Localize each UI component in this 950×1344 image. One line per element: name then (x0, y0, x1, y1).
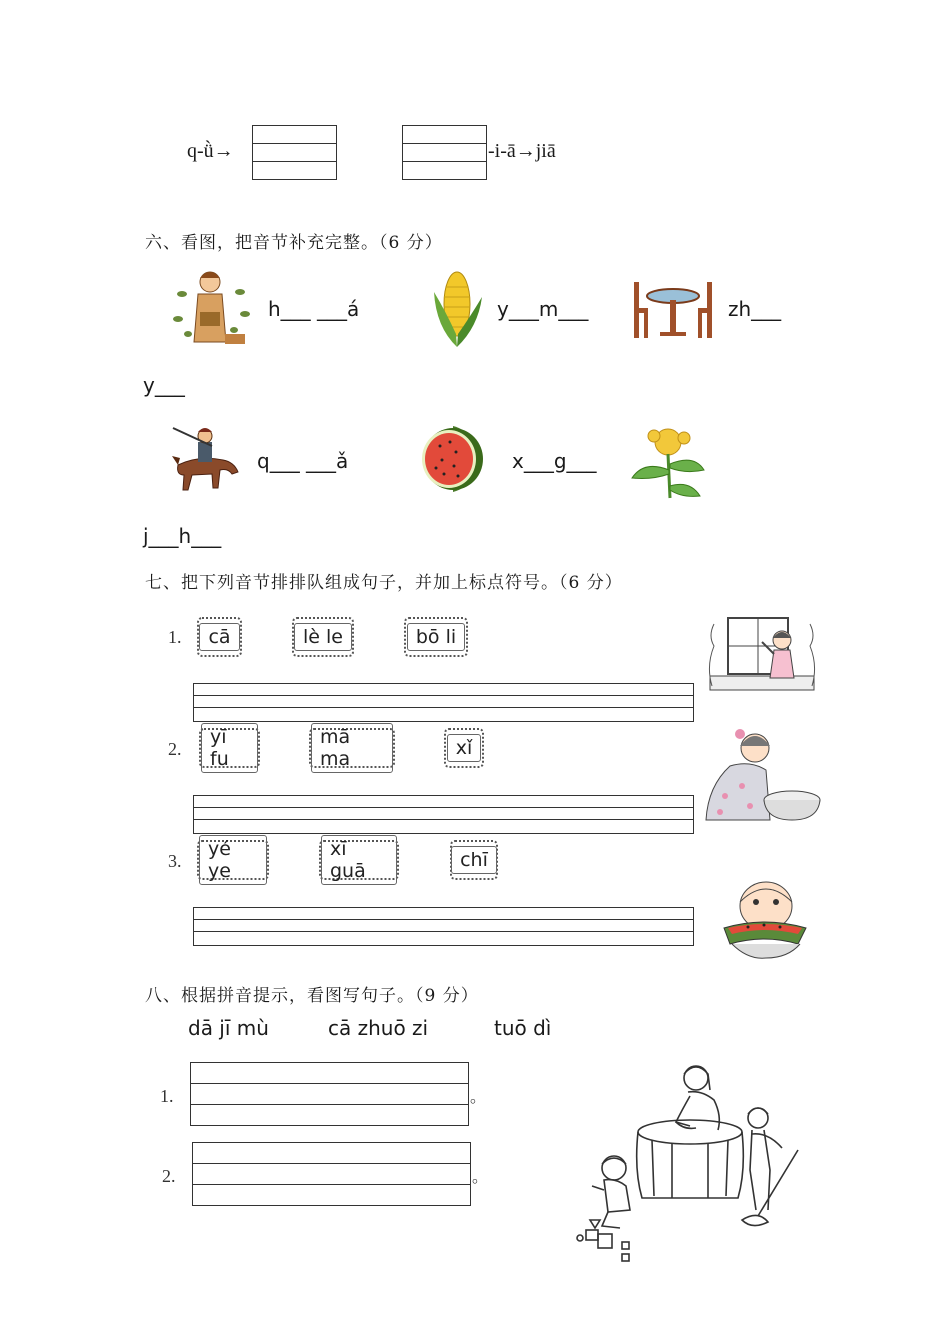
s7-row3-number: 3. (168, 851, 182, 871)
s6-blank-4[interactable]: y___ (143, 373, 185, 397)
s7-row2-tile-3[interactable]: xǐ (444, 728, 484, 768)
tea-picker-picture (170, 264, 255, 352)
s7-row2-number: 2. (168, 739, 182, 759)
s8-line2-number: 2. (162, 1166, 176, 1186)
s6-blank-3[interactable]: zh___ (728, 297, 782, 321)
s8-line1-number: 1. (160, 1086, 174, 1106)
formula-left: q-ǜ→ (187, 140, 234, 162)
s8-hint-2: cā zhuō zi (328, 1016, 429, 1040)
s7-row3-tile-1[interactable]: yé ye (197, 840, 269, 880)
family-chores-picture (572, 1060, 808, 1270)
s7-row2-tile-2[interactable]: mā ma (309, 728, 395, 768)
girl-cleaning-window-picture (700, 616, 824, 694)
answer-box-right[interactable] (402, 125, 487, 180)
s7-row2-writing-lines[interactable] (193, 795, 694, 834)
s7-row1-tile-3[interactable]: bō li (404, 617, 468, 657)
horse-rider-picture (168, 420, 250, 495)
s8-hint-3: tuō dì (494, 1016, 552, 1040)
woman-washing-clothes-picture (700, 726, 824, 824)
s8-line2-writing-lines[interactable] (192, 1142, 471, 1206)
s6-blank-1[interactable]: h___ ___á (268, 297, 360, 321)
s7-row3-tile-2[interactable]: xī guā (319, 840, 399, 880)
section8-heading: 八、根据拼音提示，看图写句子。（9 分） (145, 986, 479, 1006)
table-chairs-picture (632, 278, 714, 340)
s7-row1-number: 1. (168, 627, 182, 647)
s6-blank-7[interactable]: j___h___ (143, 524, 222, 548)
s7-row3-tile-3[interactable]: chī (450, 840, 498, 880)
s8-line1-writing-lines[interactable] (190, 1062, 469, 1126)
corn-picture (426, 262, 488, 352)
s7-row1-tile-2[interactable]: lè le (292, 617, 354, 657)
s6-blank-6[interactable]: x___g___ (512, 449, 597, 473)
section7-heading: 七、把下列音节排排队组成句子，并加上标点符号。（6 分） (145, 573, 623, 593)
s7-row3-writing-lines[interactable] (193, 907, 694, 946)
s8-line1-end: 。 (470, 1089, 487, 1106)
chrysanthemum-picture (624, 420, 708, 502)
s7-row1-writing-lines[interactable] (193, 683, 694, 722)
formula-right: -i-ā→jiā (488, 140, 556, 162)
s8-hint-1: dā jī mù (188, 1016, 269, 1040)
s8-line2-end: 。 (472, 1169, 489, 1186)
s6-blank-5[interactable]: q___ ___ǎ (257, 449, 349, 473)
grandpa-eating-watermelon-picture (718, 872, 810, 964)
watermelon-picture (416, 424, 490, 494)
answer-box-left[interactable] (252, 125, 337, 180)
s7-row1-tile-1[interactable]: cā (197, 617, 242, 657)
s7-row2-tile-1[interactable]: yī fu (199, 728, 260, 768)
s6-blank-2[interactable]: y___m___ (497, 297, 589, 321)
section6-heading: 六、看图，把音节补充完整。（6 分） (145, 233, 443, 253)
